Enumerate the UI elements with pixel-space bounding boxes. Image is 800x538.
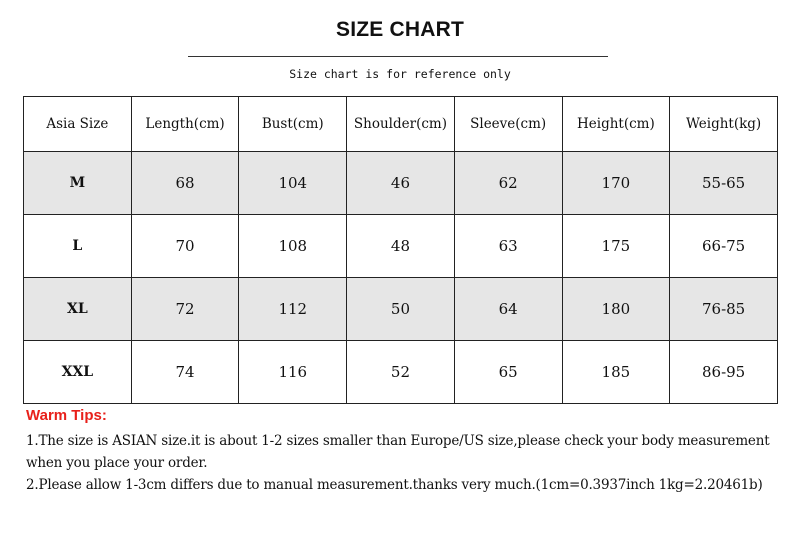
size-cell: XXL xyxy=(24,341,132,404)
height-cell: 185 xyxy=(562,341,670,404)
warm-tips-heading: Warm Tips: xyxy=(26,407,107,424)
page-title: SIZE CHART xyxy=(336,18,464,41)
header-asia-size: Asia Size xyxy=(24,97,132,152)
table-row-xl xyxy=(24,278,778,341)
bust-cell: 112 xyxy=(239,278,347,341)
length-cell: 70 xyxy=(131,215,239,278)
subtitle: Size chart is for reference only xyxy=(289,67,511,81)
shoulder-cell: 50 xyxy=(347,278,455,341)
sleeve-cell: 65 xyxy=(454,341,562,404)
sleeve-cell: 64 xyxy=(454,278,562,341)
bust-cell: 116 xyxy=(239,341,347,404)
length-cell: 72 xyxy=(131,278,239,341)
weight-cell: 86-95 xyxy=(670,341,778,404)
size-cell: L xyxy=(24,215,132,278)
height-cell: 180 xyxy=(562,278,670,341)
sleeve-cell: 62 xyxy=(454,152,562,215)
tip-1: 1.The size is ASIAN size.it is about 1-2 sizes smaller than Europe/US size,please check your body measurement when you place your order. xyxy=(26,433,770,471)
header-weight: Weight(kg) xyxy=(670,97,778,152)
size-cell: M xyxy=(24,152,132,215)
sleeve-cell: 63 xyxy=(454,215,562,278)
tip-2: 2.Please allow 1-3cm differs due to manual measurement.thanks very much.(1cm=0.3937inch 1kg=2.20461b) xyxy=(26,477,763,493)
shoulder-cell: 52 xyxy=(347,341,455,404)
header-bust: Bust(cm) xyxy=(239,97,347,152)
shoulder-cell: 48 xyxy=(347,215,455,278)
table-row-m xyxy=(24,152,778,215)
size-table xyxy=(23,96,778,404)
header-length: Length(cm) xyxy=(131,97,239,152)
table-row-l xyxy=(24,215,778,278)
length-cell: 68 xyxy=(131,152,239,215)
height-cell: 175 xyxy=(562,215,670,278)
table-row-xxl xyxy=(24,341,778,404)
header-shoulder: Shoulder(cm) xyxy=(347,97,455,152)
header-height: Height(cm) xyxy=(562,97,670,152)
size-cell: XL xyxy=(24,278,132,341)
table-header-row xyxy=(24,97,778,152)
title-divider xyxy=(188,56,608,57)
weight-cell: 76-85 xyxy=(670,278,778,341)
weight-cell: 66-75 xyxy=(670,215,778,278)
height-cell: 170 xyxy=(562,152,670,215)
bust-cell: 104 xyxy=(239,152,347,215)
bust-cell: 108 xyxy=(239,215,347,278)
weight-cell: 55-65 xyxy=(670,152,778,215)
header-sleeve: Sleeve(cm) xyxy=(454,97,562,152)
length-cell: 74 xyxy=(131,341,239,404)
shoulder-cell: 46 xyxy=(347,152,455,215)
